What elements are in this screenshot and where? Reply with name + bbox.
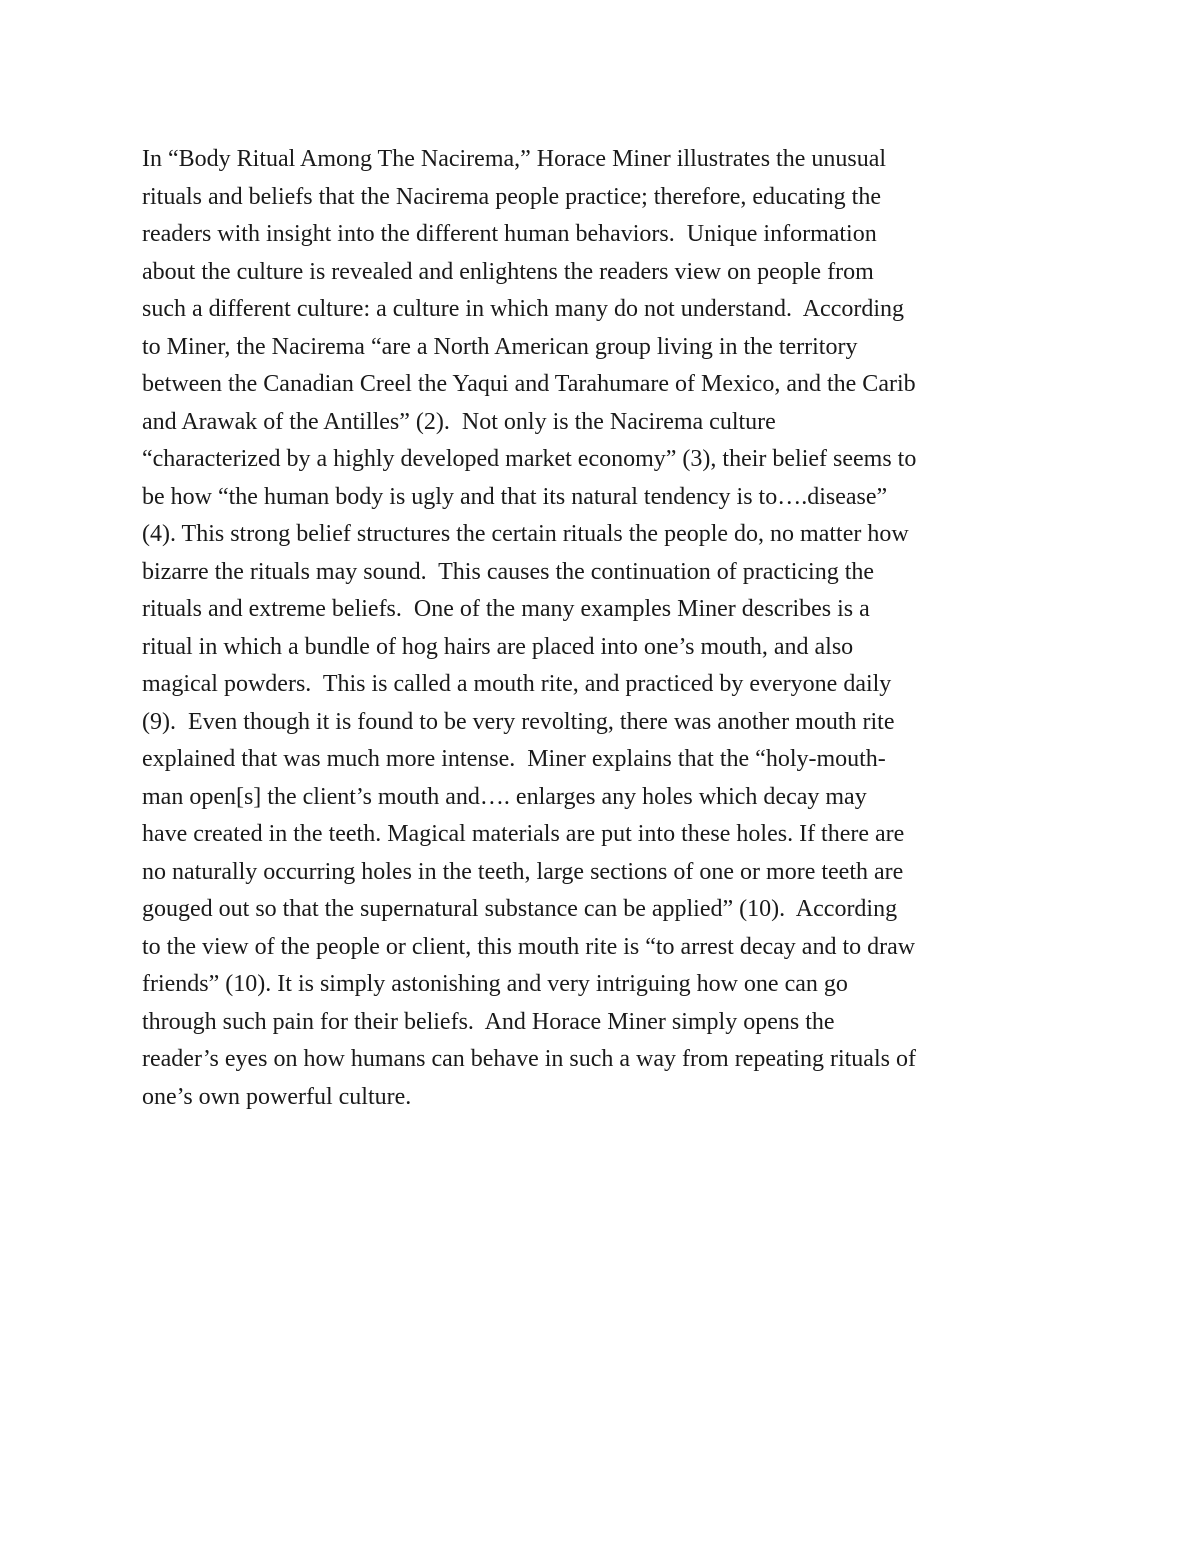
text-line: “characterized by a highly developed market economy” (3), their belief seems to	[142, 446, 917, 472]
text-line: be how “the human body is ugly and that its natural tendency is to….disease”	[142, 483, 888, 510]
text-line: one’s own powerful culture.	[142, 1083, 412, 1110]
text-line: magical powders. This is called a mouth rite, and practiced by everyone daily	[142, 671, 892, 697]
text-line: explained that was much more intense. Miner explains that the “holy-mouth-	[142, 746, 886, 772]
text-line: between the Canadian Creel the Yaqui and Tarahumare of Mexico, and the Carib	[142, 371, 916, 397]
text-line: to Miner, the Nacirema “are a North American group living in the territory	[142, 333, 858, 360]
text-line: about the culture is revealed and enlightens the readers view on people from	[142, 258, 874, 285]
text-line: no naturally occurring holes in the teeth, large sections of one or more teeth are	[142, 858, 904, 885]
text-line: rituals and extreme beliefs. One of the many examples Miner describes is a	[142, 596, 870, 622]
text-line: and Arawak of the Antilles” (2). Not only is the Nacirema culture	[142, 408, 776, 435]
text-line: reader’s eyes on how humans can behave in such a way from repeating rituals of	[142, 1046, 916, 1072]
text-line: ritual in which a bundle of hog hairs are placed into one’s mouth, and also	[142, 633, 854, 660]
text-line: (9). Even though it is found to be very revolting, there was another mouth rite	[142, 708, 895, 735]
text-line: through such pain for their beliefs. And Horace Miner simply opens the	[142, 1008, 835, 1035]
text-line: have created in the teeth. Magical materials are put into these holes. If there are	[142, 821, 905, 847]
text-line: gouged out so that the supernatural substance can be applied” (10). According	[142, 896, 898, 922]
text-line: bizarre the rituals may sound. This causes the continuation of practicing the	[142, 558, 875, 585]
text-line: (4). This strong belief structures the certain rituals the people do, no matter how	[142, 521, 909, 547]
text-line: man open[s] the client’s mouth and…. enlarges any holes which decay may	[142, 783, 867, 810]
essay-paragraph	[142, 141, 1082, 1116]
text-line: In “Body Ritual Among The Nacirema,” Horace Miner illustrates the unusual	[142, 146, 887, 172]
text-line: readers with insight into the different human behaviors. Unique information	[142, 221, 877, 247]
text-line: to the view of the people or client, this mouth rite is “to arrest decay and to draw	[142, 933, 916, 960]
text-line: friends” (10). It is simply astonishing and very intriguing how one can go	[142, 971, 848, 997]
text-line: such a different culture: a culture in which many do not understand. According	[142, 296, 904, 322]
text-line: rituals and beliefs that the Nacirema people practice; therefore, educating the	[142, 183, 881, 210]
